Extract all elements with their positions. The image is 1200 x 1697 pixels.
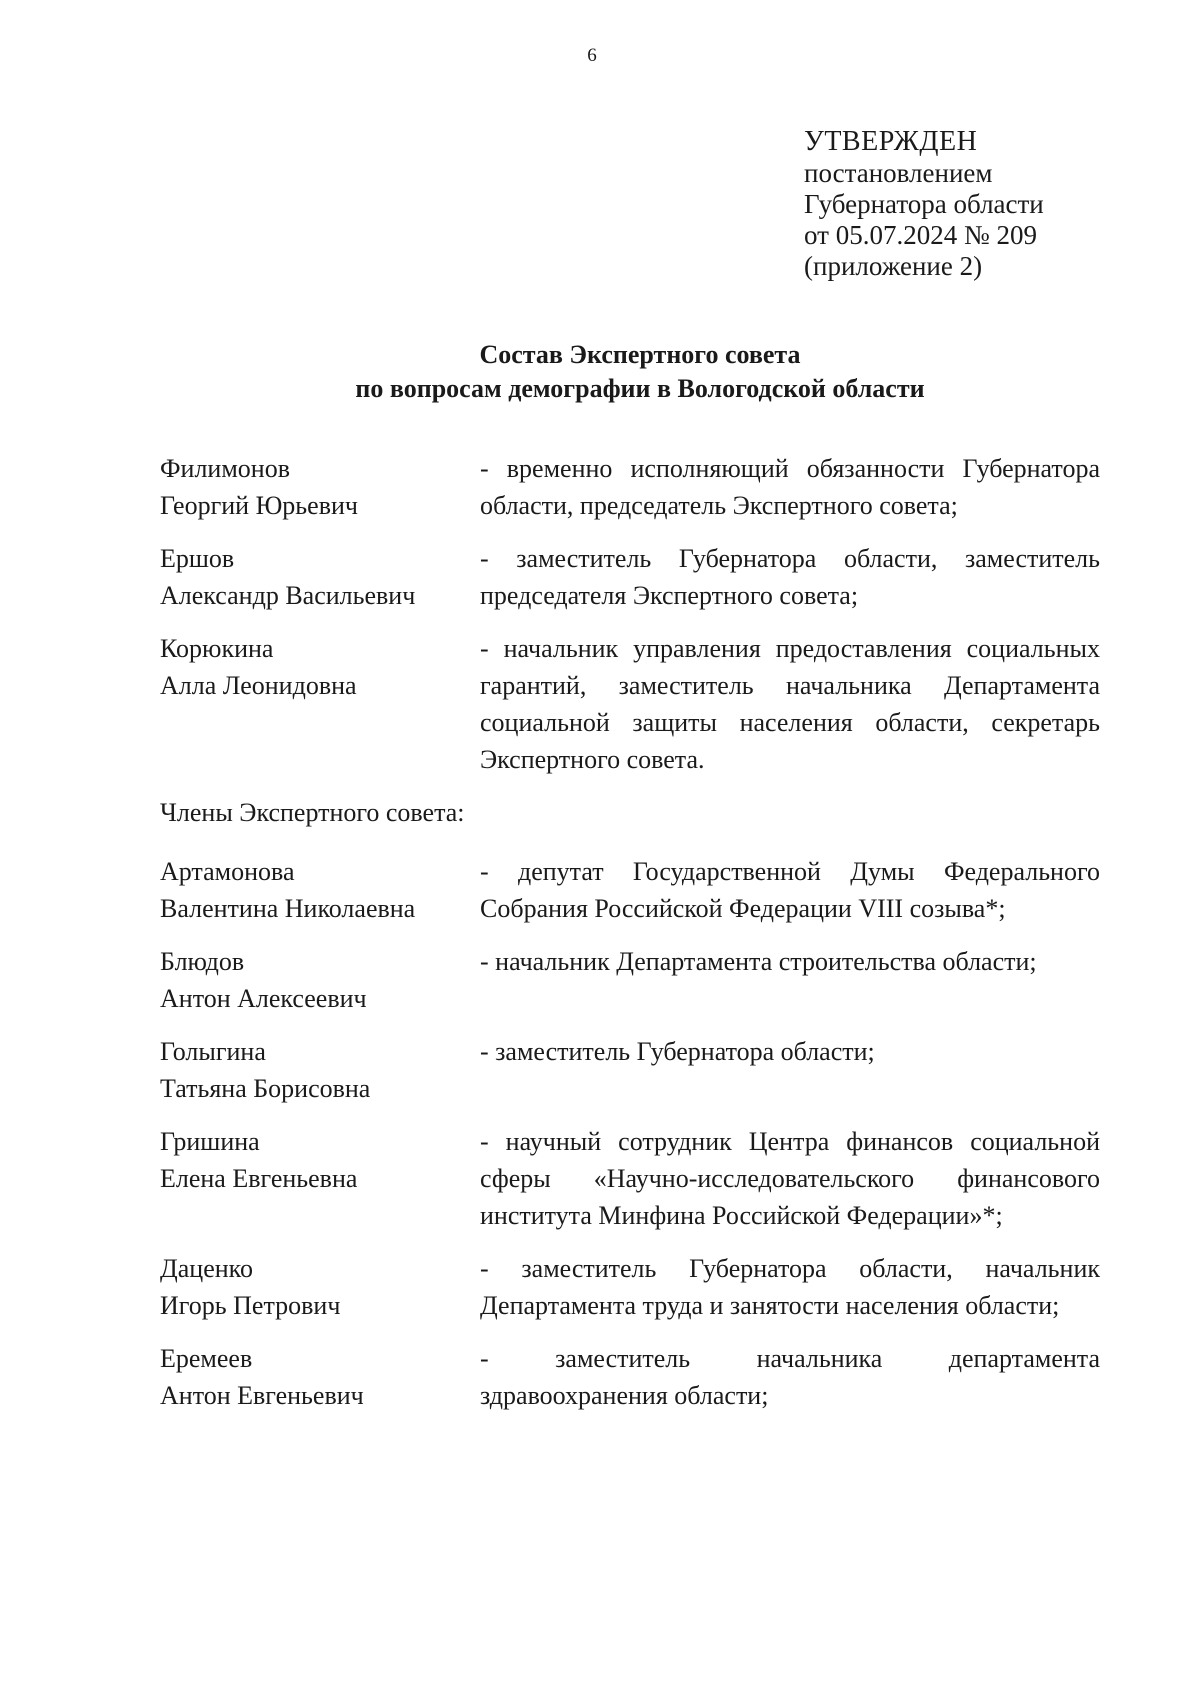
member-role: - заместитель Губернатора области, начальник Департамента труда и занятости населения области; [480, 1254, 1100, 1320]
member-entry [160, 540, 1100, 614]
member-role: - заместитель Губернатора области; [480, 1037, 875, 1066]
member-entry [160, 450, 1100, 524]
approval-line-3: от 05.07.2024 № 209 [804, 220, 1037, 250]
member-given-names: Елена Евгеньевна [160, 1164, 358, 1193]
approval-line-2: Губернатора области [804, 189, 1044, 219]
member-name [160, 1250, 480, 1324]
approval-stamp: УТВЕРЖДЕН [804, 126, 978, 157]
member-surname: Еремеев [160, 1344, 253, 1373]
member-surname: Артамонова [160, 857, 295, 886]
member-entry [160, 630, 1100, 778]
member-given-names: Валентина Николаевна [160, 894, 416, 923]
member-entry [160, 943, 1100, 1017]
member-given-names: Игорь Петрович [160, 1291, 341, 1320]
member-name [160, 450, 480, 524]
member-name [160, 1123, 480, 1234]
title-line-1: Состав Экспертного совета [479, 340, 801, 369]
member-given-names: Георгий Юрьевич [160, 491, 358, 520]
member-name [160, 853, 480, 927]
page-number: 6 [587, 45, 597, 66]
member-role: - начальник Департамента строительства области; [480, 947, 1037, 976]
approval-line-1: постановлением [804, 158, 993, 188]
member-given-names: Александр Васильевич [160, 581, 416, 610]
member-role: - заместитель Губернатора области, заместитель председателя Экспертного совета; [480, 544, 1100, 610]
document-title [0, 338, 1200, 406]
member-name [160, 630, 480, 778]
member-name [160, 943, 480, 1017]
member-given-names: Татьяна Борисовна [160, 1074, 371, 1103]
member-given-names: Алла Леонидовна [160, 671, 357, 700]
title-line-2: по вопросам демографии в Вологодской области [355, 374, 925, 403]
member-surname: Филимонов [160, 454, 290, 483]
member-entry [160, 1033, 1100, 1107]
approval-line-4: (приложение 2) [804, 251, 983, 281]
member-role: - депутат Государственной Думы Федерального Собрания Российской Федерации VIII созыва*; [480, 857, 1100, 923]
member-surname: Блюдов [160, 947, 245, 976]
member-surname: Даценко [160, 1254, 253, 1283]
member-role: - временно исполняющий обязанности Губернатора области, председатель Экспертного совета; [480, 454, 1100, 520]
member-given-names: Антон Евгеньевич [160, 1381, 364, 1410]
member-entry [160, 853, 1100, 927]
member-given-names: Антон Алексеевич [160, 984, 367, 1013]
member-name [160, 1340, 480, 1414]
member-name [160, 540, 480, 614]
member-name [160, 1033, 480, 1107]
council-composition [160, 450, 1100, 1430]
member-entry [160, 1340, 1100, 1414]
approval-block [804, 126, 1044, 282]
member-entry [160, 1123, 1100, 1234]
member-role: - заместитель начальника департамента здравоохранения области; [480, 1344, 1100, 1410]
member-role: - научный сотрудник Центра финансов социальной сферы «Научно-исследовательского финансового института Минфина Российской Федерации»*; [480, 1127, 1100, 1230]
member-role: - начальник управления предоставления социальных гарантий, заместитель начальника Департамента социальной защиты населения области, секретарь Экспертного совета. [480, 634, 1100, 774]
member-surname: Голыгина [160, 1037, 266, 1066]
member-surname: Корюкина [160, 634, 274, 663]
member-surname: Гришина [160, 1127, 260, 1156]
member-surname: Ершов [160, 544, 235, 573]
members-section-label: Члены Экспертного совета: [160, 798, 465, 827]
member-entry [160, 1250, 1100, 1324]
